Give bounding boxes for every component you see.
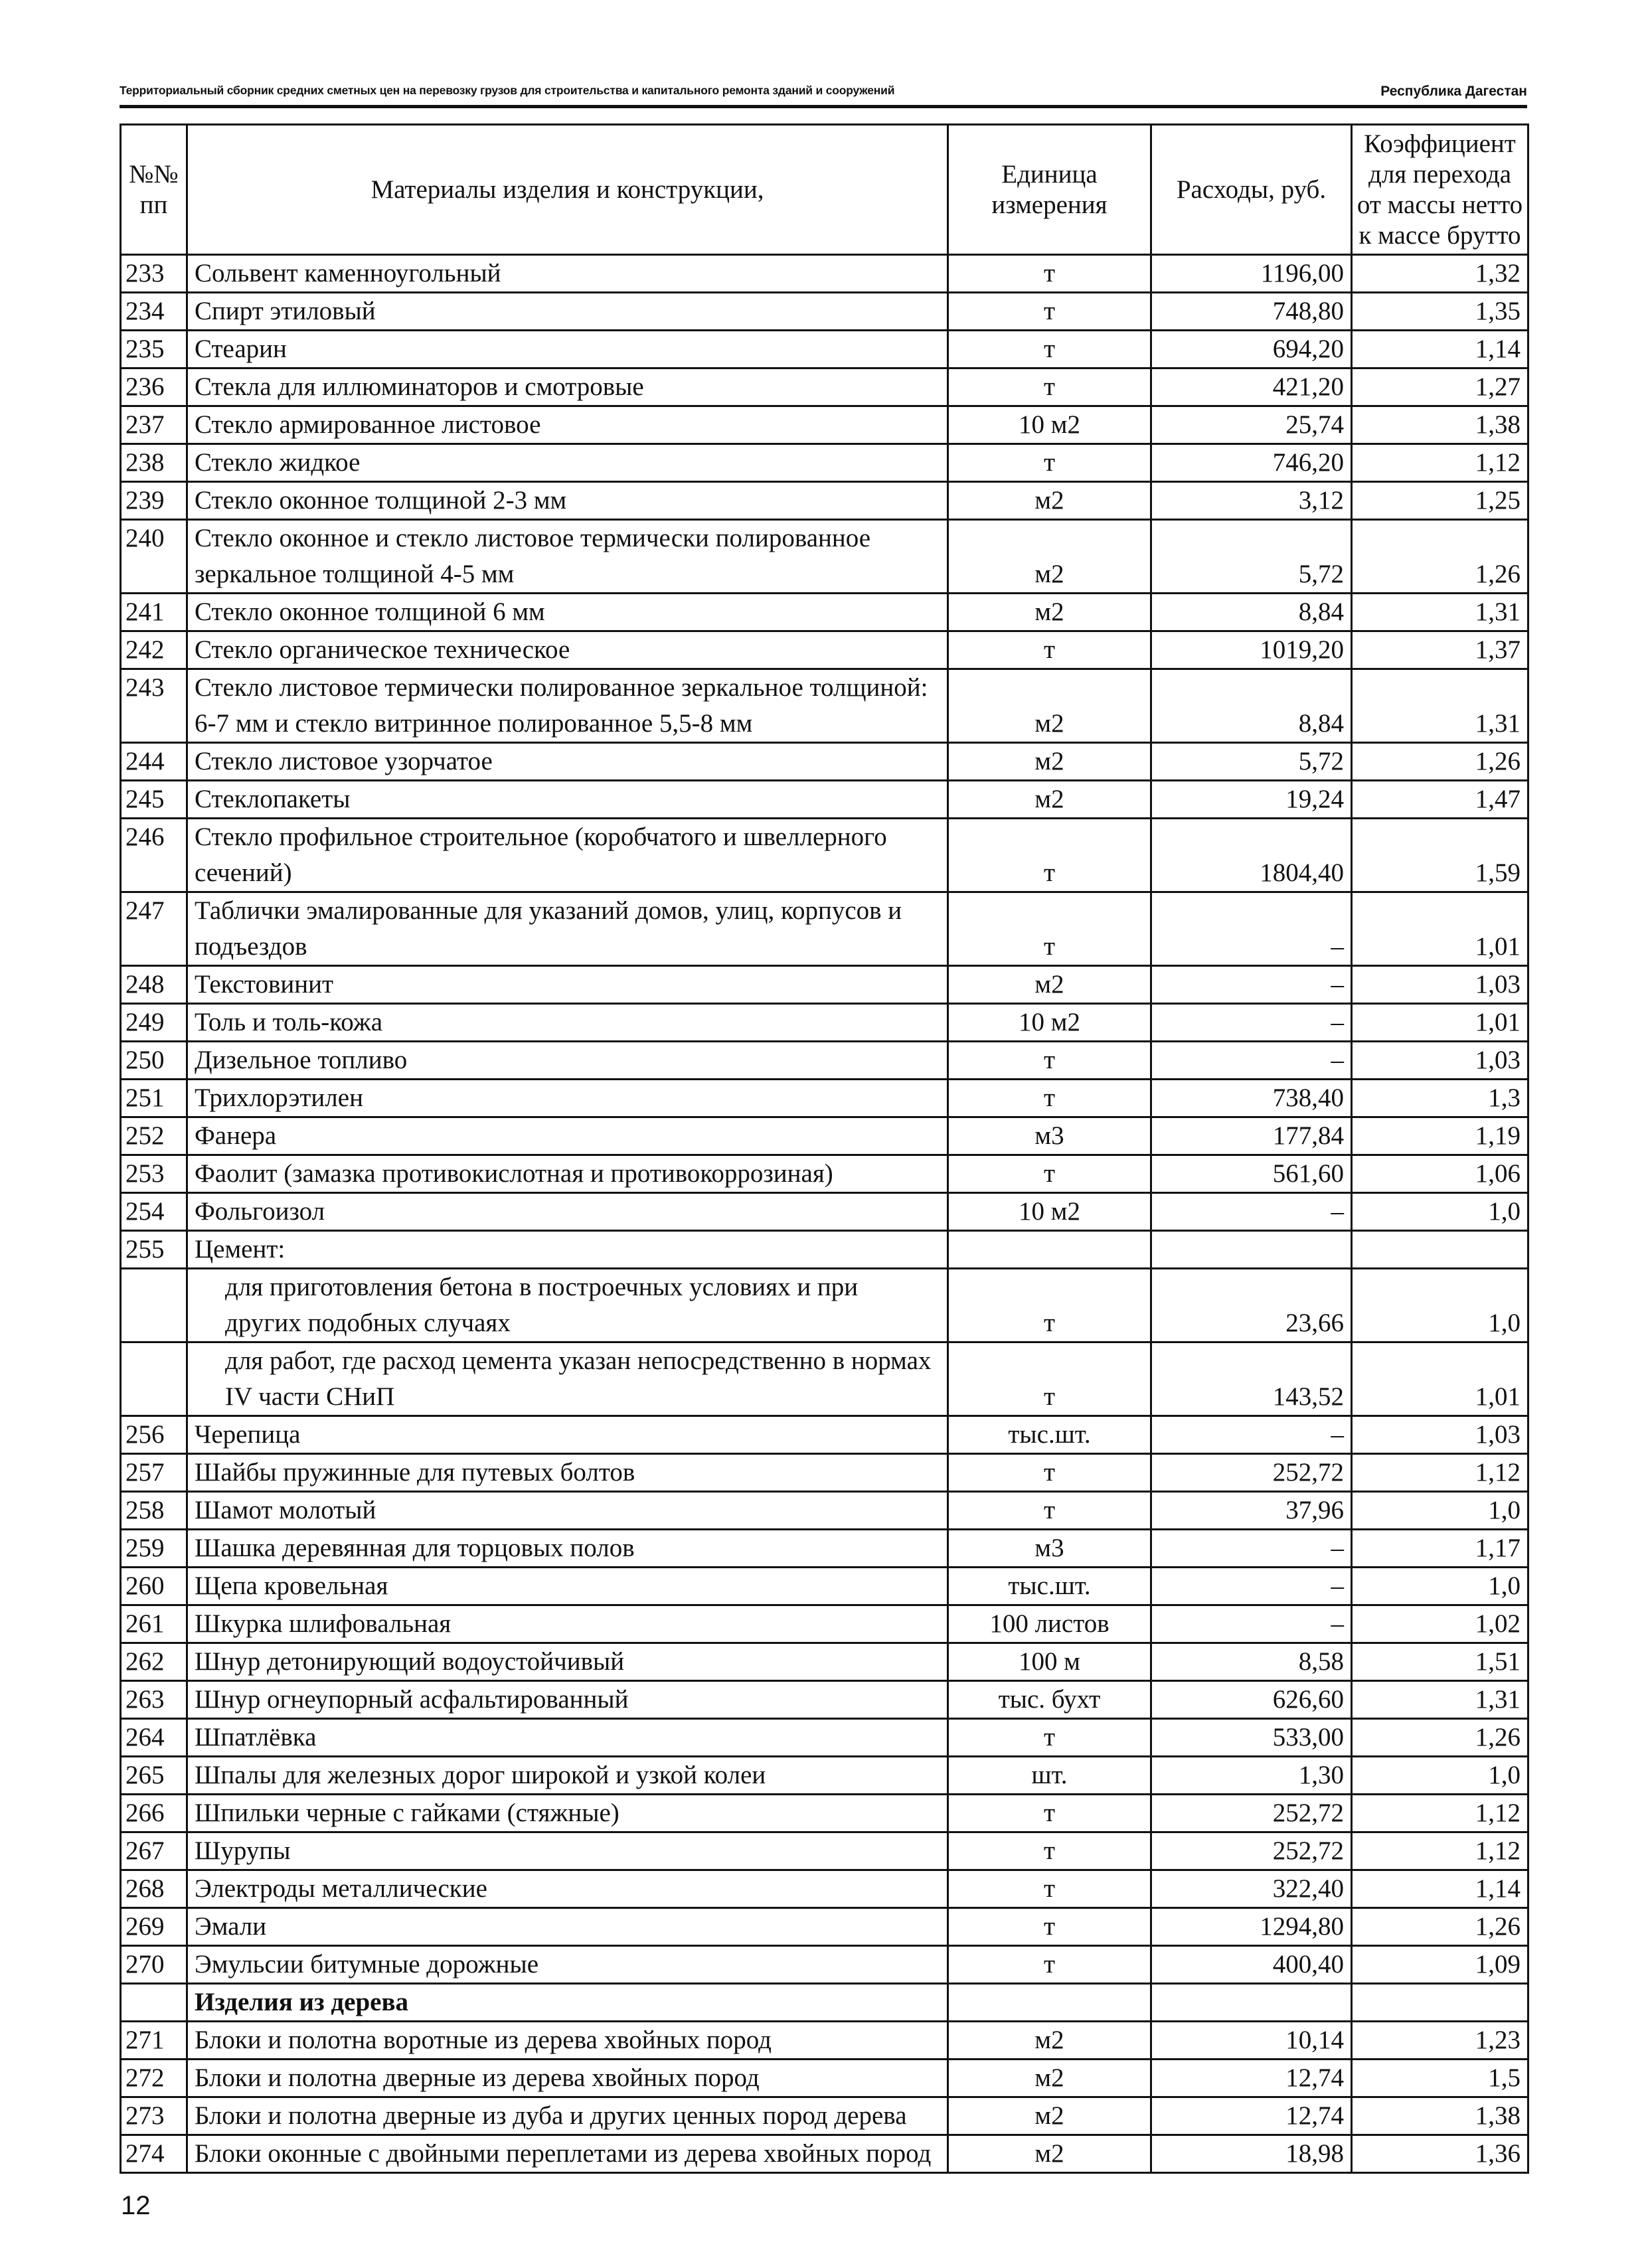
cost-value — [1151, 1231, 1352, 1269]
cost-value: 561,60 — [1151, 1155, 1352, 1193]
row-number: 249 — [121, 1004, 187, 1042]
material-name: Электроды металлические — [187, 1870, 948, 1908]
material-name: Стеарин — [187, 331, 948, 368]
row-number: 240 — [121, 520, 187, 594]
row-number: 268 — [121, 1870, 187, 1908]
header-num: №№ пп — [121, 125, 187, 255]
material-name: Толь и толь-кожа — [187, 1004, 948, 1042]
material-name: Изделия из дерева — [187, 1984, 948, 2022]
unit-of-measure: т — [948, 1795, 1151, 1832]
table-row — [121, 1342, 1528, 1416]
unit-of-measure: м2 — [948, 594, 1151, 631]
cost-value: 252,72 — [1151, 1454, 1352, 1492]
table-row — [121, 2135, 1528, 2173]
table-row — [121, 1681, 1528, 1719]
cost-value: 1019,20 — [1151, 631, 1352, 669]
cost-value: 5,72 — [1151, 743, 1352, 781]
table-row — [121, 1454, 1528, 1492]
material-name: Спирт этиловый — [187, 293, 948, 331]
table-row — [121, 255, 1528, 293]
gross-coefficient: 1,38 — [1352, 2097, 1528, 2135]
unit-of-measure: 100 м — [948, 1643, 1151, 1681]
row-number: 244 — [121, 743, 187, 781]
gross-coefficient: 1,09 — [1352, 1946, 1528, 1984]
cost-value: 252,72 — [1151, 1795, 1352, 1832]
table-row — [121, 1643, 1528, 1681]
material-name: Фольгоизол — [187, 1193, 948, 1231]
cost-value: 1196,00 — [1151, 255, 1352, 293]
cost-value: 626,60 — [1151, 1681, 1352, 1719]
material-name: Шпалы для железных дорог широкой и узкой колеи — [187, 1757, 948, 1795]
cost-value: – — [1151, 1042, 1352, 1080]
row-number: 236 — [121, 368, 187, 406]
gross-coefficient: 1,59 — [1352, 819, 1528, 892]
gross-coefficient: 1,32 — [1352, 255, 1528, 293]
material-name: Трихлорэтилен — [187, 1080, 948, 1117]
row-number: 259 — [121, 1530, 187, 1568]
cost-value: – — [1151, 1416, 1352, 1454]
row-number: 261 — [121, 1605, 187, 1643]
table-row — [121, 406, 1528, 444]
gross-coefficient: 1,36 — [1352, 2135, 1528, 2173]
unit-of-measure: 10 м2 — [948, 406, 1151, 444]
table-row — [121, 1870, 1528, 1908]
row-number: 272 — [121, 2060, 187, 2097]
row-number: 265 — [121, 1757, 187, 1795]
cost-value: – — [1151, 1193, 1352, 1231]
table-row — [121, 331, 1528, 368]
material-name: Дизельное топливо — [187, 1042, 948, 1080]
gross-coefficient: 1,02 — [1352, 1605, 1528, 1643]
unit-of-measure: м2 — [948, 743, 1151, 781]
table-row — [121, 1492, 1528, 1530]
material-name: Блоки и полотна воротные из дерева хвойных пород — [187, 2022, 948, 2060]
unit-of-measure: 10 м2 — [948, 1004, 1151, 1042]
header-divider — [120, 105, 1527, 108]
header-price: Расходы, руб. — [1151, 125, 1352, 255]
material-name: Шашка деревянная для торцовых полов — [187, 1530, 948, 1568]
table-row — [121, 1908, 1528, 1946]
row-number: 241 — [121, 594, 187, 631]
table-row — [121, 2022, 1528, 2060]
material-name: Блоки и полотна дверные из дуба и других ценных пород дерева — [187, 2097, 948, 2135]
gross-coefficient: 1,37 — [1352, 631, 1528, 669]
table-row — [121, 520, 1528, 594]
cost-value: – — [1151, 1605, 1352, 1643]
row-number: 254 — [121, 1193, 187, 1231]
row-number: 238 — [121, 444, 187, 482]
row-number: 247 — [121, 892, 187, 966]
table-row — [121, 293, 1528, 331]
row-number: 269 — [121, 1908, 187, 1946]
gross-coefficient — [1352, 1984, 1528, 2022]
material-name: Эмали — [187, 1908, 948, 1946]
cost-value: 748,80 — [1151, 293, 1352, 331]
row-number: 262 — [121, 1643, 187, 1681]
gross-coefficient: 1,31 — [1352, 669, 1528, 743]
cost-value: 1,30 — [1151, 1757, 1352, 1795]
gross-coefficient: 1,0 — [1352, 1568, 1528, 1605]
cost-value: 421,20 — [1151, 368, 1352, 406]
material-name: Шнур детонирующий водоустойчивый — [187, 1643, 948, 1681]
cost-value: 533,00 — [1151, 1719, 1352, 1757]
cost-value: 177,84 — [1151, 1117, 1352, 1155]
unit-of-measure: т — [948, 331, 1151, 368]
material-name: Стекло профильное строительное (коробчатого и швеллерного сечений) — [187, 819, 948, 892]
table-row — [121, 368, 1528, 406]
gross-coefficient: 1,47 — [1352, 781, 1528, 819]
gross-coefficient: 1,14 — [1352, 1870, 1528, 1908]
gross-coefficient: 1,27 — [1352, 368, 1528, 406]
cost-value: 8,58 — [1151, 1643, 1352, 1681]
gross-coefficient: 1,12 — [1352, 1795, 1528, 1832]
gross-coefficient: 1,0 — [1352, 1757, 1528, 1795]
unit-of-measure: м2 — [948, 2135, 1151, 2173]
row-number: 233 — [121, 255, 187, 293]
unit-of-measure: т — [948, 631, 1151, 669]
cost-value: 8,84 — [1151, 669, 1352, 743]
table-row — [121, 1193, 1528, 1231]
row-number: 264 — [121, 1719, 187, 1757]
material-name: Текстовинит — [187, 966, 948, 1004]
material-name: Шнур огнеупорный асфальтированный — [187, 1681, 948, 1719]
gross-coefficient: 1,0 — [1352, 1492, 1528, 1530]
table-body — [121, 255, 1528, 2173]
gross-coefficient: 1,01 — [1352, 1342, 1528, 1416]
cost-value: 252,72 — [1151, 1832, 1352, 1870]
cost-value: 738,40 — [1151, 1080, 1352, 1117]
row-number: 250 — [121, 1042, 187, 1080]
cost-value: 3,12 — [1151, 482, 1352, 520]
cost-value: 746,20 — [1151, 444, 1352, 482]
gross-coefficient: 1,12 — [1352, 1454, 1528, 1492]
header-coef: Коэффициент для перехода от массы нетто к массе брутто — [1352, 125, 1528, 255]
material-name: Шкурка шлифовальная — [187, 1605, 948, 1643]
material-name: Фаолит (замазка противокислотная и противокоррозиная) — [187, 1155, 948, 1193]
row-number: 246 — [121, 819, 187, 892]
cost-value: 1804,40 — [1151, 819, 1352, 892]
unit-of-measure: 100 листов — [948, 1605, 1151, 1643]
unit-of-measure: м3 — [948, 1117, 1151, 1155]
row-number: 245 — [121, 781, 187, 819]
material-name: для работ, где расход цемента указан непосредственно в нормах IV части СНиП — [187, 1342, 948, 1416]
table-row — [121, 1080, 1528, 1117]
row-number: 257 — [121, 1454, 187, 1492]
header-name: Материалы изделия и конструкции, — [187, 125, 948, 255]
gross-coefficient: 1,26 — [1352, 1719, 1528, 1757]
table-row — [121, 1269, 1528, 1342]
unit-of-measure: м2 — [948, 520, 1151, 594]
cost-value: 143,52 — [1151, 1342, 1352, 1416]
gross-coefficient: 1,23 — [1352, 2022, 1528, 2060]
table-row — [121, 1795, 1528, 1832]
table-row — [121, 1568, 1528, 1605]
gross-coefficient: 1,19 — [1352, 1117, 1528, 1155]
material-name: Стекло оконное толщиной 2-3 мм — [187, 482, 948, 520]
material-name: Блоки оконные с двойными переплетами из дерева хвойных пород — [187, 2135, 948, 2173]
unit-of-measure: тыс. бухт — [948, 1681, 1151, 1719]
gross-coefficient — [1352, 1231, 1528, 1269]
cost-value: 18,98 — [1151, 2135, 1352, 2173]
table-row — [121, 594, 1528, 631]
cost-value: 5,72 — [1151, 520, 1352, 594]
unit-of-measure — [948, 1231, 1151, 1269]
table-row — [121, 966, 1528, 1004]
material-name: Стеклопакеты — [187, 781, 948, 819]
unit-of-measure: шт. — [948, 1757, 1151, 1795]
cost-value: 8,84 — [1151, 594, 1352, 631]
table-row — [121, 444, 1528, 482]
material-name: Стекло оконное и стекло листовое термически полированное зеркальное толщиной 4-5 мм — [187, 520, 948, 594]
material-name: Стекло жидкое — [187, 444, 948, 482]
gross-coefficient: 1,38 — [1352, 406, 1528, 444]
row-number: 243 — [121, 669, 187, 743]
table-row — [121, 1984, 1528, 2022]
material-name: Шамот молотый — [187, 1492, 948, 1530]
cost-value: – — [1151, 892, 1352, 966]
row-number: 267 — [121, 1832, 187, 1870]
table-row — [121, 2060, 1528, 2097]
gross-coefficient: 1,51 — [1352, 1643, 1528, 1681]
table-row — [121, 1155, 1528, 1193]
material-name: Стекло органическое техническое — [187, 631, 948, 669]
cost-value — [1151, 1984, 1352, 2022]
gross-coefficient: 1,26 — [1352, 520, 1528, 594]
unit-of-measure: т — [948, 1454, 1151, 1492]
unit-of-measure: т — [948, 1946, 1151, 1984]
gross-coefficient: 1,0 — [1352, 1269, 1528, 1342]
material-name: Стекло листовое узорчатое — [187, 743, 948, 781]
cost-value: 400,40 — [1151, 1946, 1352, 1984]
cost-value: 12,74 — [1151, 2097, 1352, 2135]
cost-value: 19,24 — [1151, 781, 1352, 819]
table-header-row — [121, 125, 1528, 255]
unit-of-measure: т — [948, 255, 1151, 293]
row-number: 234 — [121, 293, 187, 331]
table-row — [121, 781, 1528, 819]
material-name: Черепица — [187, 1416, 948, 1454]
gross-coefficient: 1,14 — [1352, 331, 1528, 368]
unit-of-measure: т — [948, 444, 1151, 482]
material-name: Шайбы пружинные для путевых болтов — [187, 1454, 948, 1492]
row-number: 256 — [121, 1416, 187, 1454]
cost-value: 10,14 — [1151, 2022, 1352, 2060]
header-unit: Единица измерения — [948, 125, 1151, 255]
table-row — [121, 1004, 1528, 1042]
cost-value: 37,96 — [1151, 1492, 1352, 1530]
table-row — [121, 1042, 1528, 1080]
cost-value: 25,74 — [1151, 406, 1352, 444]
gross-coefficient: 1,03 — [1352, 1042, 1528, 1080]
cost-value: 322,40 — [1151, 1870, 1352, 1908]
gross-coefficient: 1,17 — [1352, 1530, 1528, 1568]
cost-value: 12,74 — [1151, 2060, 1352, 2097]
row-number: 263 — [121, 1681, 187, 1719]
unit-of-measure: м2 — [948, 966, 1151, 1004]
material-name: Стекла для иллюминаторов и смотровые — [187, 368, 948, 406]
material-name: Стекло армированное листовое — [187, 406, 948, 444]
page-header — [120, 78, 1527, 112]
row-number: 242 — [121, 631, 187, 669]
cost-value: – — [1151, 1004, 1352, 1042]
row-number: 248 — [121, 966, 187, 1004]
gross-coefficient: 1,12 — [1352, 444, 1528, 482]
gross-coefficient: 1,26 — [1352, 1908, 1528, 1946]
row-number: 273 — [121, 2097, 187, 2135]
material-name: Сольвент каменноугольный — [187, 255, 948, 293]
table-row — [121, 1832, 1528, 1870]
cost-value: 1294,80 — [1151, 1908, 1352, 1946]
unit-of-measure — [948, 1984, 1151, 2022]
table-row — [121, 669, 1528, 743]
material-name: Щепа кровельная — [187, 1568, 948, 1605]
gross-coefficient: 1,26 — [1352, 743, 1528, 781]
document-title: Территориальный сборник средних сметных цен на перевозку грузов для строительства и капитального ремонта зданий и сооружений — [120, 84, 895, 97]
material-name: Шпатлёвка — [187, 1719, 948, 1757]
materials-table — [120, 123, 1529, 2174]
row-number — [121, 1984, 187, 2022]
row-number: 266 — [121, 1795, 187, 1832]
row-number — [121, 1342, 187, 1416]
unit-of-measure: т — [948, 1832, 1151, 1870]
gross-coefficient: 1,31 — [1352, 1681, 1528, 1719]
unit-of-measure: т — [948, 1908, 1151, 1946]
gross-coefficient: 1,25 — [1352, 482, 1528, 520]
table-row — [121, 1757, 1528, 1795]
material-name: Стекло оконное толщиной 6 мм — [187, 594, 948, 631]
cost-value: – — [1151, 1568, 1352, 1605]
unit-of-measure: т — [948, 293, 1151, 331]
unit-of-measure: 10 м2 — [948, 1193, 1151, 1231]
material-name: Стекло листовое термически полированное зеркальное толщиной: 6-7 мм и стекло витринное полированное 5,5-8 мм — [187, 669, 948, 743]
material-name: Фанера — [187, 1117, 948, 1155]
row-number: 235 — [121, 331, 187, 368]
table-row — [121, 482, 1528, 520]
table-row — [121, 743, 1528, 781]
unit-of-measure: м3 — [948, 1530, 1151, 1568]
gross-coefficient: 1,03 — [1352, 966, 1528, 1004]
material-name: Шурупы — [187, 1832, 948, 1870]
unit-of-measure: т — [948, 1269, 1151, 1342]
unit-of-measure: м2 — [948, 482, 1151, 520]
unit-of-measure: м2 — [948, 669, 1151, 743]
unit-of-measure: м2 — [948, 2097, 1151, 2135]
cost-value: – — [1151, 1530, 1352, 1568]
material-name: Шпильки черные с гайками (стяжные) — [187, 1795, 948, 1832]
unit-of-measure: т — [948, 1080, 1151, 1117]
unit-of-measure: т — [948, 1870, 1151, 1908]
unit-of-measure: м2 — [948, 2022, 1151, 2060]
table-row — [121, 1946, 1528, 1984]
table-row — [121, 1605, 1528, 1643]
gross-coefficient: 1,06 — [1352, 1155, 1528, 1193]
gross-coefficient: 1,12 — [1352, 1832, 1528, 1870]
row-number: 255 — [121, 1231, 187, 1269]
unit-of-measure: т — [948, 1042, 1151, 1080]
material-name: для приготовления бетона в построечных условиях и при других подобных случаях — [187, 1269, 948, 1342]
row-number: 258 — [121, 1492, 187, 1530]
row-number: 252 — [121, 1117, 187, 1155]
unit-of-measure: т — [948, 1492, 1151, 1530]
row-number: 251 — [121, 1080, 187, 1117]
row-number: 270 — [121, 1946, 187, 1984]
unit-of-measure: тыс.шт. — [948, 1416, 1151, 1454]
material-name: Блоки и полотна дверные из дерева хвойных пород — [187, 2060, 948, 2097]
table-row — [121, 892, 1528, 966]
gross-coefficient: 1,0 — [1352, 1193, 1528, 1231]
material-name: Цемент: — [187, 1231, 948, 1269]
table-row — [121, 1416, 1528, 1454]
cost-value: – — [1151, 966, 1352, 1004]
unit-of-measure: т — [948, 819, 1151, 892]
unit-of-measure: м2 — [948, 781, 1151, 819]
cost-value: 694,20 — [1151, 331, 1352, 368]
table-row — [121, 1117, 1528, 1155]
unit-of-measure: м2 — [948, 2060, 1151, 2097]
gross-coefficient: 1,5 — [1352, 2060, 1528, 2097]
row-number: 260 — [121, 1568, 187, 1605]
cost-value: 23,66 — [1151, 1269, 1352, 1342]
unit-of-measure: т — [948, 1342, 1151, 1416]
row-number: 271 — [121, 2022, 187, 2060]
row-number — [121, 1269, 187, 1342]
gross-coefficient: 1,3 — [1352, 1080, 1528, 1117]
material-name: Таблички эмалированные для указаний домов, улиц, корпусов и подъездов — [187, 892, 948, 966]
unit-of-measure: т — [948, 368, 1151, 406]
gross-coefficient: 1,01 — [1352, 1004, 1528, 1042]
row-number: 239 — [121, 482, 187, 520]
gross-coefficient: 1,03 — [1352, 1416, 1528, 1454]
page-number: 12 — [121, 2191, 151, 2220]
gross-coefficient: 1,01 — [1352, 892, 1528, 966]
table-row — [121, 1231, 1528, 1269]
unit-of-measure: т — [948, 1155, 1151, 1193]
table-row — [121, 819, 1528, 892]
material-name: Эмульсии битумные дорожные — [187, 1946, 948, 1984]
table-row — [121, 1530, 1528, 1568]
region-name: Республика Дагестан — [1380, 84, 1527, 99]
unit-of-measure: т — [948, 1719, 1151, 1757]
unit-of-measure: тыс.шт. — [948, 1568, 1151, 1605]
row-number: 237 — [121, 406, 187, 444]
unit-of-measure: т — [948, 892, 1151, 966]
table-row — [121, 1719, 1528, 1757]
row-number: 253 — [121, 1155, 187, 1193]
gross-coefficient: 1,35 — [1352, 293, 1528, 331]
table-row — [121, 2097, 1528, 2135]
row-number: 274 — [121, 2135, 187, 2173]
table-row — [121, 631, 1528, 669]
gross-coefficient: 1,31 — [1352, 594, 1528, 631]
